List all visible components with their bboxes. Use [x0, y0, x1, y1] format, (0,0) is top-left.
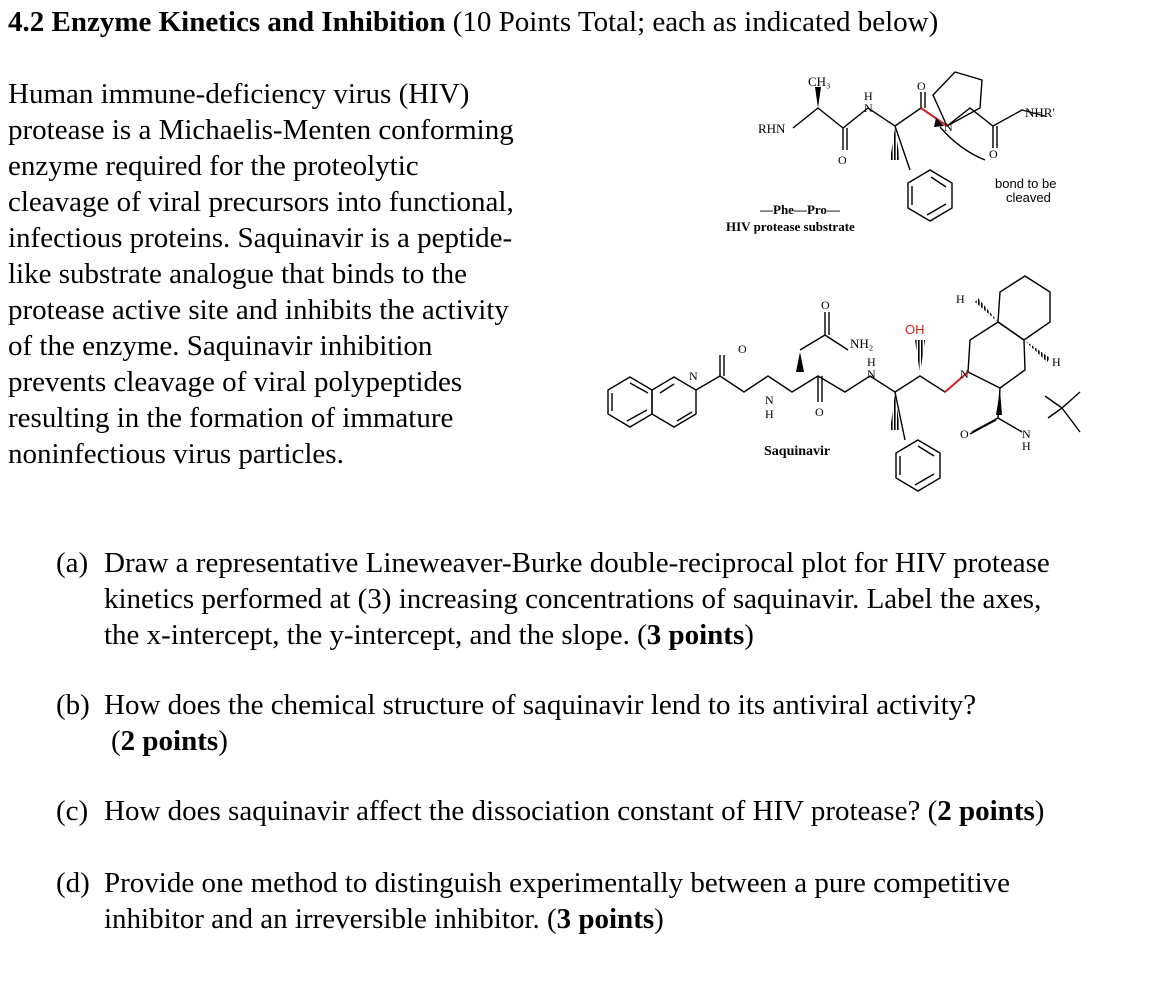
question-d-text: inhibitor and an irreversible inhibitor. ( [104, 903, 557, 935]
question-b-line: How does the chemical structure of saquinavir lend to its antiviral activity? [104, 689, 977, 721]
question-c-text: How does saquinavir affect the dissociation constant of HIV protease? ( [104, 795, 938, 827]
ch3-wedge [815, 87, 821, 108]
saquinavir-caption: Saquinavir [764, 444, 831, 459]
question-a-label: (a) [56, 547, 89, 579]
substrate-o-label: O [838, 153, 847, 167]
saq-h-tbutyl: H [1022, 439, 1031, 453]
intro-line: cleavage of viral precursors into functional, [8, 186, 514, 218]
ch3-label: CH₃ [808, 74, 831, 89]
intro-line: infectious proteins. Saquinavir is a peptide- [8, 222, 513, 254]
intro-line: like substrate analogue that binds to the [8, 258, 468, 290]
oh-label: OH [905, 322, 925, 337]
saq-n-quinoline: N [689, 369, 698, 383]
question-d [56, 865, 1156, 937]
substrate-o-top-label: O [917, 79, 926, 93]
question-b-points: 2 points [120, 725, 219, 757]
question-d-close: ) [654, 903, 664, 935]
intro-line: Human immune-deficiency virus (HIV) [8, 78, 470, 110]
question-c-close: ) [1034, 795, 1045, 827]
question-a-line: kinetics performed at (3) increasing concentrations of saquinavir. Label the axes, [104, 583, 1042, 615]
ring-h-right: H [1052, 355, 1061, 369]
substrate-h-label: H [864, 89, 873, 103]
intro-line: of the enzyme. Saquinavir inhibition [8, 330, 433, 362]
saq-n-amide1: N [765, 393, 774, 407]
question-c-points: 2 points [937, 795, 1035, 827]
saq-n-ring: N [960, 367, 969, 381]
nh2-label: NH₂ [850, 336, 874, 351]
question-a-text: the x-intercept, the y-intercept, and the slope. ( [104, 619, 647, 651]
substrate-n-label: N [864, 101, 873, 115]
saq-o-top: O [821, 298, 830, 312]
section-title-points: (10 Points Total; each as indicated below) [445, 6, 939, 38]
nhr-label: NHR' [1025, 105, 1055, 120]
substrate-residues: —Phe—Pro— [760, 202, 840, 217]
saquinavir-wedge [796, 352, 804, 372]
saq-o-left: O [738, 342, 747, 356]
hashed-wedge [890, 128, 900, 160]
question-a [56, 545, 1156, 653]
section-title [8, 2, 938, 42]
question-a-line [104, 617, 1156, 653]
section-title-bold: 4.2 Enzyme Kinetics and Inhibition [8, 6, 446, 38]
question-d-line [104, 901, 1156, 937]
substrate-n-ring-label: N [944, 120, 953, 134]
question-b-label: (b) [56, 689, 90, 721]
substrate-caption: HIV protease substrate [726, 219, 855, 234]
question-a-line: Draw a representative Lineweaver-Burke double-reciprocal plot for HIV protease [104, 547, 1050, 579]
question-list [56, 545, 1156, 937]
saq-h-amide2: H [867, 355, 876, 369]
oh-hashed-wedge [915, 340, 925, 374]
ring-h-top: H [956, 292, 965, 306]
rhn-label: RHN [758, 121, 786, 136]
question-d-label: (d) [56, 867, 90, 899]
substrate-o-right-label: O [989, 147, 998, 161]
ring-h-hash-top [975, 298, 998, 322]
question-c [56, 793, 1156, 829]
chemical-structures-figure [600, 60, 1140, 520]
question-d-line: Provide one method to distinguish experimentally between a pure competitive [104, 867, 1011, 899]
saq-o-amide: O [960, 427, 969, 441]
intro-line: protease active site and inhibits the activity [8, 294, 509, 326]
intro-line: prevents cleavage of viral polypeptides [8, 366, 463, 398]
ring-h-hash-bottom [1024, 340, 1050, 362]
saquinavir-structure [608, 276, 1080, 491]
intro-paragraph [8, 76, 568, 472]
bond-note-line2: cleaved [1006, 190, 1051, 205]
question-b-open: ( [111, 725, 121, 757]
question-d-points: 3 points [556, 903, 655, 935]
intro-line: resulting in the formation of immature [8, 402, 454, 434]
question-b-close: ) [218, 725, 228, 757]
saq-n-amide2: N [867, 367, 876, 381]
saq-n-tbutyl: N [1022, 427, 1031, 441]
question-a-close: ) [744, 619, 754, 651]
bond-note-line1: bond to be [995, 176, 1057, 191]
question-c-label: (c) [56, 795, 89, 827]
intro-line: noninfectious virus particles. [8, 438, 344, 470]
question-b-line [104, 723, 1156, 759]
intro-line: protease is a Michaelis-Menten conforming [8, 114, 514, 146]
saq-o-bottom: O [815, 405, 824, 419]
question-b [56, 687, 1156, 759]
question-c-line [104, 793, 1156, 829]
intro-line: enzyme required for the proteolytic [8, 150, 419, 182]
question-a-points: 3 points [646, 619, 745, 651]
saq-h-amide1: H [765, 407, 774, 421]
